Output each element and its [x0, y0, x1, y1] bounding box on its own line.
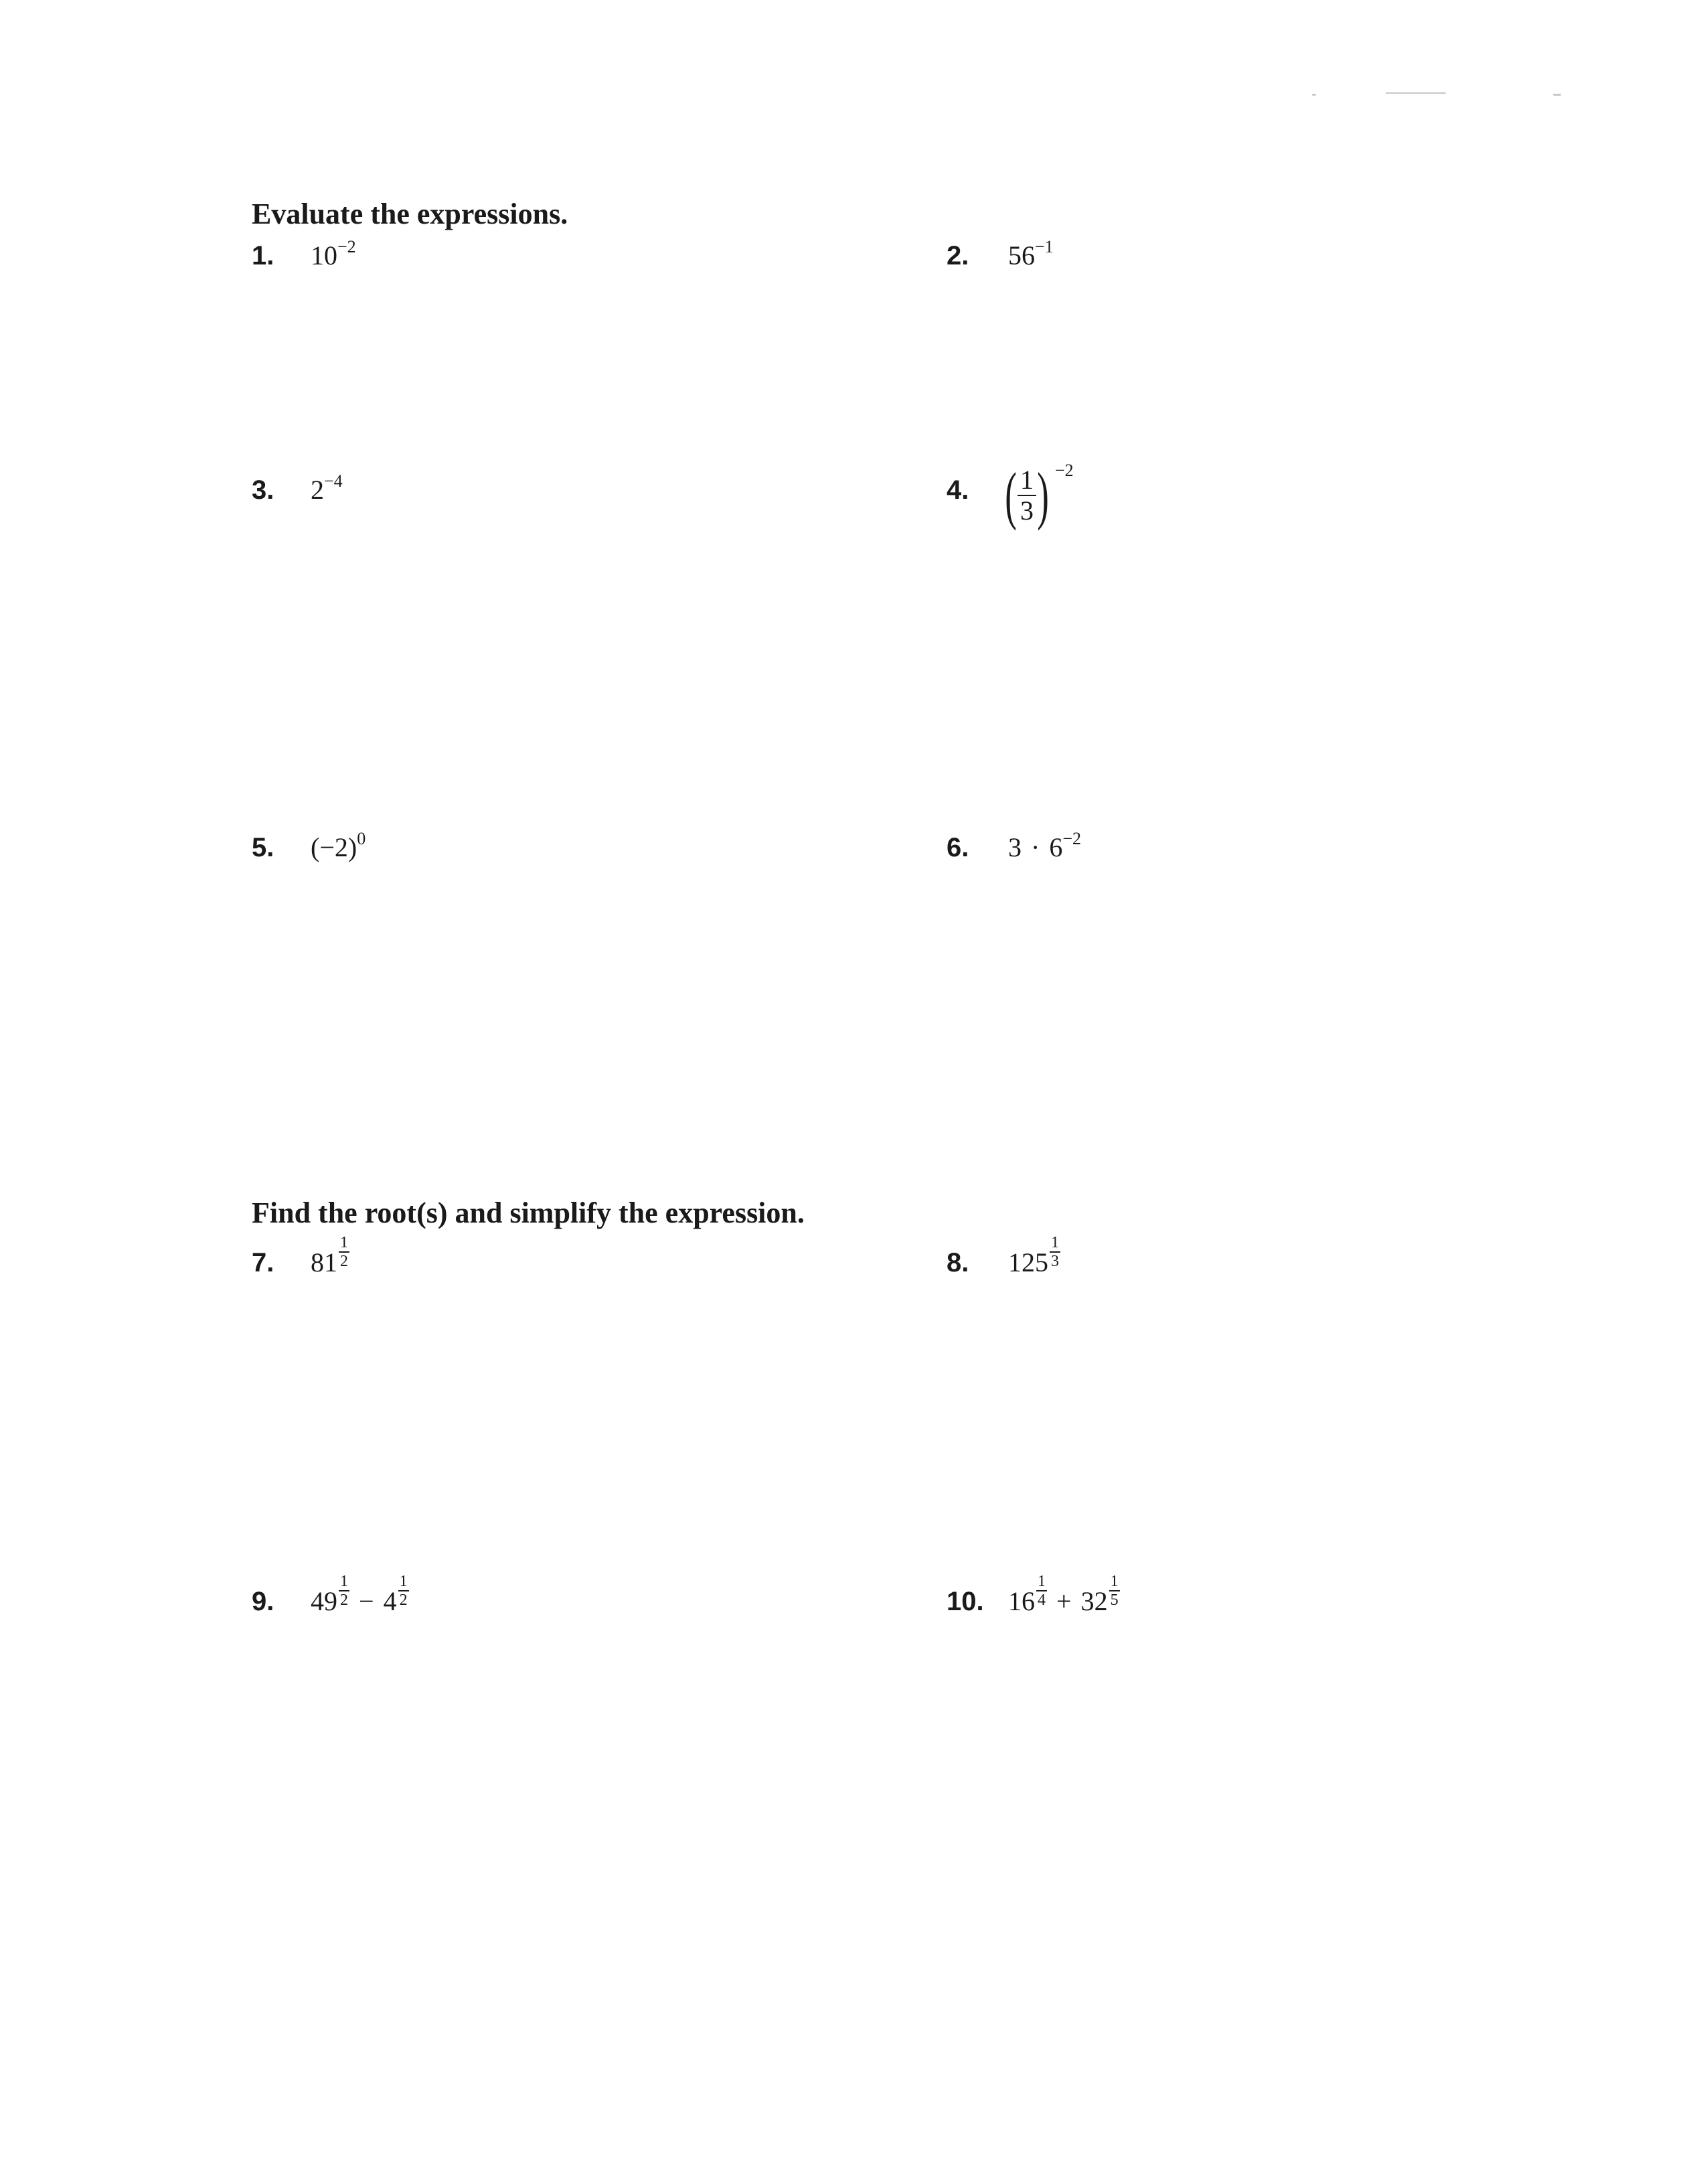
operator: +: [1056, 1586, 1072, 1616]
expression: [1008, 1234, 1060, 1284]
exponent-denominator: 2: [399, 1591, 408, 1609]
scan-mark: [1553, 94, 1561, 96]
problem-number: 10.: [947, 1587, 984, 1616]
exponent: 0: [357, 829, 366, 848]
base-1: 16: [1008, 1586, 1035, 1616]
expression: [311, 1234, 349, 1284]
exponent-denominator: 2: [340, 1591, 348, 1609]
multiply-dot: ·: [1031, 832, 1040, 862]
exponent-denominator: 2: [340, 1253, 348, 1270]
expression: [1008, 237, 1054, 270]
exponent-numerator: 1: [399, 1573, 408, 1590]
expression: [1008, 1573, 1120, 1623]
expression: [1000, 459, 1074, 541]
base: 10: [311, 240, 337, 270]
fraction-exponent: [339, 1235, 349, 1269]
fraction-exponent: [1050, 1235, 1060, 1269]
fraction: [1018, 467, 1036, 524]
base-2: 4: [383, 1586, 397, 1616]
base-2: 32: [1080, 1586, 1108, 1616]
section-heading-roots: Find the root(s) and simplify the expression.: [252, 1196, 805, 1229]
expression: [311, 471, 343, 505]
section-heading-evaluate: Evaluate the expressions.: [252, 198, 568, 230]
expression: [1008, 829, 1081, 862]
exponent-denominator: 3: [1051, 1253, 1059, 1270]
problem-number: 8.: [947, 1248, 969, 1277]
exponent: −4: [324, 471, 343, 491]
coefficient: 3: [1008, 832, 1022, 862]
exponent: −2: [1062, 829, 1081, 848]
exponent: −2: [337, 237, 356, 256]
exponent-numerator: 1: [340, 1573, 348, 1590]
base: 56: [1008, 240, 1035, 270]
problem-number: 7.: [252, 1248, 274, 1277]
base: 6: [1049, 832, 1063, 862]
numerator: 1: [1018, 467, 1036, 496]
parenthesized-fraction: [1000, 459, 1074, 531]
exponent-denominator: 5: [1110, 1591, 1119, 1609]
exponent-numerator: 1: [340, 1234, 348, 1251]
left-paren: (: [1005, 459, 1017, 531]
base: 2: [311, 475, 324, 505]
base-1: 49: [311, 1586, 337, 1616]
exponent: −2: [1054, 461, 1074, 480]
problem-number: 2.: [947, 241, 969, 270]
exponent-denominator: 4: [1038, 1591, 1046, 1609]
base: (−2): [311, 832, 357, 862]
denominator: 3: [1020, 495, 1034, 526]
expression: [311, 829, 366, 862]
fraction-exponent-2: [1109, 1573, 1120, 1608]
scan-mark: [1312, 94, 1316, 96]
right-paren: ): [1037, 459, 1049, 531]
expression: [311, 237, 356, 270]
exponent-numerator: 1: [1110, 1573, 1119, 1590]
problem-number: 3.: [252, 475, 274, 505]
fraction-exponent-1: [339, 1573, 349, 1608]
expression: [311, 1573, 409, 1623]
base: 81: [311, 1247, 337, 1277]
fraction-exponent-2: [398, 1573, 409, 1608]
problem-number: 6.: [947, 833, 969, 862]
problem-number: 4.: [947, 475, 969, 505]
exponent-numerator: 1: [1051, 1234, 1059, 1251]
fraction-exponent-1: [1036, 1573, 1047, 1608]
scan-mark: [1386, 92, 1446, 94]
problem-number: 9.: [252, 1587, 274, 1616]
problem-number: 1.: [252, 241, 274, 270]
exponent: −1: [1035, 237, 1054, 256]
base: 125: [1008, 1247, 1048, 1277]
exponent-numerator: 1: [1038, 1573, 1046, 1590]
problem-number: 5.: [252, 833, 274, 862]
operator: −: [359, 1586, 374, 1616]
